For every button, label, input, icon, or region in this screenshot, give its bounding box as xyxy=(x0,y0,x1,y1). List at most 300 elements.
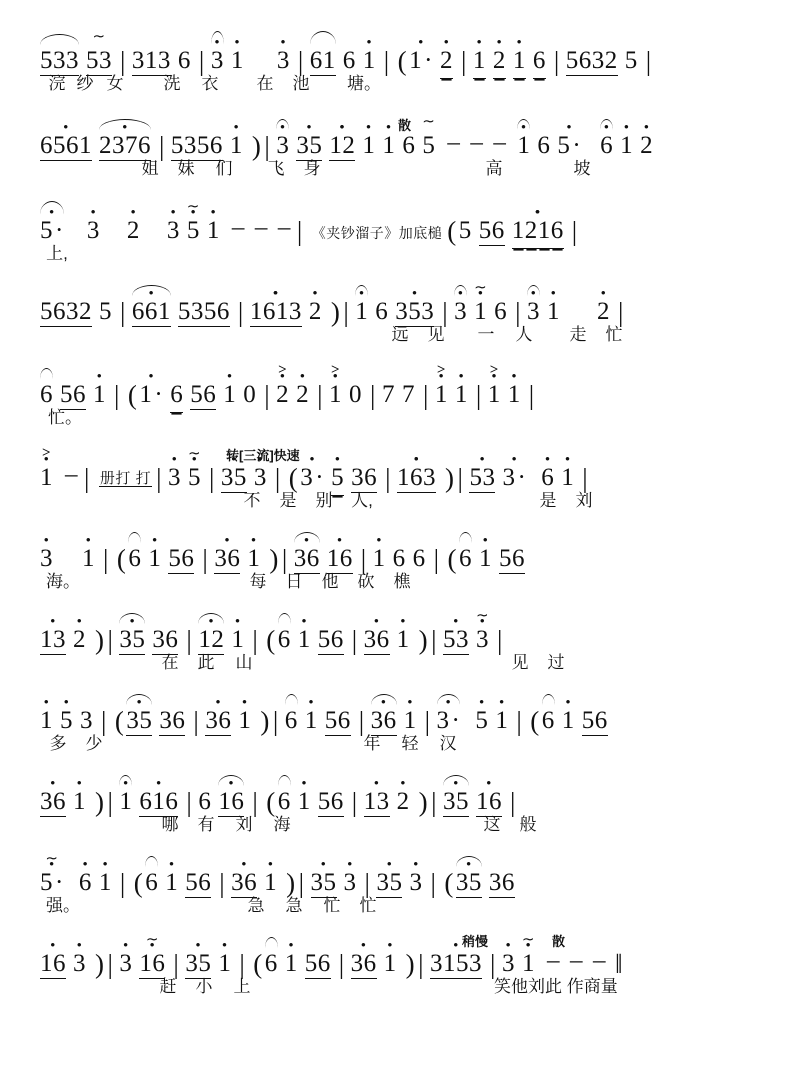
note-group: • 1 xyxy=(373,546,386,571)
note-group: • 35 xyxy=(376,870,402,895)
note-group: • 36 xyxy=(371,708,397,733)
note-group: 6 xyxy=(392,545,406,572)
lyrics-row xyxy=(40,160,767,182)
paren-open: ( xyxy=(447,544,458,574)
note-group: • 1 xyxy=(223,382,236,407)
note-group: • 3 xyxy=(527,299,540,324)
ornament-icon: ∼ xyxy=(422,114,436,130)
notes-row xyxy=(40,544,767,574)
system-12 xyxy=(0,932,789,1000)
note-group: • 3 xyxy=(73,951,86,976)
lyric: 忙 xyxy=(359,896,377,915)
barline: | xyxy=(264,380,271,410)
barline: | xyxy=(497,625,503,655)
lyric: 是 xyxy=(279,491,297,510)
note-group: 7 xyxy=(401,381,415,408)
lyric: 海。 xyxy=(46,572,80,591)
barline: | xyxy=(510,787,516,817)
lyrics-row xyxy=(40,573,767,595)
duration-dash: – xyxy=(569,947,583,974)
barline: | xyxy=(103,544,109,574)
note-group: 7 xyxy=(381,381,395,408)
lyric: 砍 xyxy=(357,572,375,591)
note-group: 56 xyxy=(168,545,195,572)
barline: | xyxy=(252,787,259,817)
barline: | xyxy=(431,787,438,817)
barline: | xyxy=(198,46,205,76)
note-group: • 1 xyxy=(207,218,220,243)
lyric: 妹 xyxy=(177,159,195,178)
note-group: 5356 xyxy=(177,298,230,325)
note-group: 56 xyxy=(60,381,86,408)
ornament-icon: • ∼ xyxy=(186,199,200,215)
note-group: • > 1 xyxy=(488,382,501,407)
lyrics-row xyxy=(40,492,767,514)
barline: | xyxy=(173,949,180,979)
note-group: • 16 xyxy=(40,951,66,976)
lyric: 多 xyxy=(49,734,67,753)
barline: | xyxy=(186,787,193,817)
paren-open: ( xyxy=(288,463,299,493)
annotation-san: 散 xyxy=(552,934,566,949)
lyric: 远 xyxy=(391,325,409,344)
system-1 xyxy=(0,29,789,97)
notes-row xyxy=(40,199,767,246)
note-group: 5 xyxy=(458,217,472,244)
lyric: 们 xyxy=(215,159,233,178)
lyric: 赶 xyxy=(159,977,177,996)
note-group: 6 xyxy=(412,545,426,572)
duration-dash: – xyxy=(546,947,560,974)
duration-dash: – xyxy=(470,129,484,156)
barline: | xyxy=(528,380,535,410)
lyric: 急 xyxy=(285,896,303,915)
note-group: • 1 xyxy=(517,133,530,158)
paren-open: ( xyxy=(447,216,457,246)
barline: | xyxy=(383,46,390,76)
note-group: • 5 xyxy=(475,708,488,733)
lyric: 轻 xyxy=(401,734,419,753)
paren-close: ) xyxy=(95,625,105,655)
duration-dash: – xyxy=(254,214,268,241)
note-group: 6 xyxy=(537,132,551,159)
note-group: • 2 xyxy=(309,299,322,324)
note-group: • 1 xyxy=(305,708,318,733)
paren-close: ) xyxy=(260,706,270,736)
barline: | xyxy=(186,625,193,655)
note-group: • 5· xyxy=(557,133,581,158)
note-group: • 3 xyxy=(211,48,224,73)
ornament-icon: • ∼ xyxy=(187,446,202,462)
barline: | xyxy=(516,706,523,736)
barline: | xyxy=(490,949,496,979)
note-group: • 2 xyxy=(493,48,506,73)
lyric: 刘 xyxy=(575,491,593,510)
barline: | xyxy=(553,46,560,76)
annotation-ce-da-da: 册打 打 xyxy=(99,470,152,487)
notes-row xyxy=(40,787,767,817)
lyric: 海 xyxy=(273,815,291,834)
barline: | xyxy=(343,297,350,327)
note-group: 6 xyxy=(128,546,141,571)
note-group: • 3153 xyxy=(430,951,482,976)
ornament-icon: • ∼ xyxy=(145,932,159,948)
note-group: 56 xyxy=(324,707,351,734)
paren-open: ( xyxy=(253,949,263,979)
note-group: 56 xyxy=(190,381,217,408)
barline: | xyxy=(298,868,305,898)
note-group: • 16 xyxy=(327,546,353,571)
barline: | xyxy=(120,297,126,327)
note-group: • 1 xyxy=(508,382,521,407)
note-group: • 3 xyxy=(40,546,53,571)
barline: | xyxy=(119,868,126,898)
note-group: • 1 xyxy=(238,708,251,733)
lyric: 别 xyxy=(315,491,333,510)
note-group: 6 xyxy=(278,627,291,652)
note-group: • 3· xyxy=(437,708,461,733)
note-group: • 53 xyxy=(469,465,495,490)
system-7 xyxy=(0,544,789,595)
note-group: • 1 xyxy=(230,133,243,158)
note-group: • ∼ 5 xyxy=(187,218,200,243)
barline: | xyxy=(475,380,482,410)
note-group: 313 xyxy=(131,47,171,74)
note-group: • 3 xyxy=(168,465,181,490)
lyric: 见 xyxy=(511,653,529,672)
barline: | xyxy=(239,949,246,979)
note-group: • 3 xyxy=(277,48,290,73)
duration-dash: – xyxy=(65,461,78,488)
accent-icon: • > xyxy=(331,362,341,378)
lyric: 哪 xyxy=(161,815,179,834)
note-group: • 1 xyxy=(82,546,95,571)
note-group: • 16 xyxy=(218,789,244,814)
note-group: • > 1 xyxy=(329,382,342,407)
note-group: • > 1 xyxy=(435,382,448,407)
note-group: • 6 xyxy=(79,870,92,895)
barline: | xyxy=(618,297,624,327)
note-group: • 35 xyxy=(443,789,469,814)
lyric: 小 xyxy=(195,977,213,996)
lyric: 强。 xyxy=(46,896,80,915)
note-group: • 1 xyxy=(620,133,633,158)
note-group: 36 xyxy=(159,707,186,734)
note-group: • 2 xyxy=(127,218,140,243)
note-group: • 3 xyxy=(87,218,100,243)
lyric: 衣 xyxy=(201,74,219,93)
note-group: 6 xyxy=(177,47,191,74)
note-group: • 1 xyxy=(363,48,376,73)
note-group: • 1 xyxy=(148,546,161,571)
lyrics-row xyxy=(40,735,767,757)
lyric: 人 xyxy=(515,325,533,344)
note-group: • 53 xyxy=(443,627,469,652)
note-group: • 1· xyxy=(409,48,433,73)
system-4 xyxy=(0,280,789,348)
note-group: • 1· xyxy=(139,382,163,407)
note-group: • 35 xyxy=(311,870,337,895)
note-group: 56 xyxy=(317,626,344,653)
note-group: • 3 xyxy=(409,870,422,895)
barline: | xyxy=(252,625,259,655)
barline: | xyxy=(338,949,345,979)
barline: | xyxy=(107,949,114,979)
lyrics-row xyxy=(40,409,767,431)
lyric: 此 xyxy=(197,653,215,672)
note-group: ∼ 53 xyxy=(86,29,112,74)
lyric: 上, xyxy=(46,244,68,263)
note-group: • 2 xyxy=(440,48,453,73)
note-group: • 36 xyxy=(294,546,320,571)
barline: | xyxy=(431,625,438,655)
duration-dash: – xyxy=(277,214,291,241)
barline: | xyxy=(317,380,324,410)
note-group: • 12 xyxy=(198,627,224,652)
note-group: • 35 xyxy=(221,465,247,490)
paren-open: ( xyxy=(133,868,144,898)
note-group: • ∼ 1 xyxy=(522,951,535,976)
note-group: • ∼ 5· xyxy=(40,870,64,895)
note-group: • 1 xyxy=(165,870,178,895)
note-group: 6• 16 xyxy=(139,789,178,814)
note-group: ∼ 5 xyxy=(422,114,436,159)
note-group: • 1 xyxy=(473,48,486,73)
paren-open: ( xyxy=(397,46,408,76)
lyric: 他 xyxy=(321,572,339,591)
note-group: 56 xyxy=(304,950,331,977)
ornament-icon: • ∼ xyxy=(474,280,488,296)
annotation-zhuan-sanliu: 转[三流]快速 xyxy=(226,448,300,463)
system-5 xyxy=(0,362,789,431)
note-group: • 16• 3 xyxy=(397,465,436,490)
lyric: 忙 xyxy=(323,896,341,915)
lyric: 樵 xyxy=(393,572,411,591)
note-group: 6 xyxy=(494,298,508,325)
barline: | xyxy=(433,544,440,574)
note-group: • ∼ 1 xyxy=(474,299,487,324)
barline: | xyxy=(107,625,114,655)
note-group: • 1 xyxy=(495,708,508,733)
barline: | xyxy=(219,868,226,898)
note-group: 6 xyxy=(265,951,278,976)
note-group: • 1 xyxy=(562,708,575,733)
note-group: • 35 xyxy=(456,870,482,895)
lyric: 洗 xyxy=(163,74,181,93)
barline: | xyxy=(272,706,279,736)
note-group: 6 xyxy=(170,382,183,407)
accent-icon: • > xyxy=(278,362,288,378)
accent-icon: • > xyxy=(41,445,52,461)
lyric: 一 xyxy=(477,325,495,344)
note-group: • 6 xyxy=(541,465,554,490)
barline: | xyxy=(430,868,437,898)
paren-close: ) xyxy=(251,131,262,161)
lyric: 山 xyxy=(235,653,253,672)
lyric: 坡 xyxy=(573,159,591,178)
barline: | xyxy=(351,787,358,817)
lyric: 人, xyxy=(351,491,373,510)
barline: | xyxy=(422,380,429,410)
note-group: • 1 xyxy=(561,465,574,490)
lyric: 刘 xyxy=(235,815,253,834)
note-group: • 35 xyxy=(126,708,152,733)
lyrics-row xyxy=(40,816,767,838)
barline: | xyxy=(237,297,244,327)
note-group: • 2 xyxy=(597,299,610,324)
note-group: • 1 xyxy=(264,870,277,895)
annotation-san: 散 xyxy=(398,118,412,133)
note-group: 533 xyxy=(40,48,79,73)
barline: | xyxy=(202,544,209,574)
barline: | xyxy=(84,463,90,493)
note-group: 56 xyxy=(185,869,212,896)
annotation-shaoman: 稍慢 xyxy=(462,934,489,949)
notes-row xyxy=(40,29,767,76)
barline: | xyxy=(460,46,467,76)
lyric: 见 xyxy=(427,325,445,344)
duration-dash: – xyxy=(231,214,245,241)
duration-dash: – xyxy=(447,129,461,156)
note-group: 5632 xyxy=(40,298,92,325)
barline: | xyxy=(418,949,425,979)
paren-close: ) xyxy=(418,625,429,655)
lyric: 塘。 xyxy=(347,74,381,93)
note-group: • 3 xyxy=(344,870,357,895)
paren-close: ) xyxy=(269,544,279,574)
lyric: 纱 xyxy=(76,74,94,93)
barline: | xyxy=(208,463,215,493)
note-group: • 2 xyxy=(73,627,86,652)
lyric: 不 xyxy=(243,491,261,510)
note-group: • 5 xyxy=(60,708,73,733)
barline: | xyxy=(424,706,431,736)
accent-icon: • > xyxy=(436,362,446,378)
note-group: • 35 xyxy=(185,951,211,976)
lyric: 笑他刘此 作商量 xyxy=(494,977,618,996)
lyric: 每 xyxy=(249,572,267,591)
system-11 xyxy=(0,851,789,919)
lyric: 年 xyxy=(363,734,381,753)
annotation-jiachao: 《夹钞溜子》加底槌 xyxy=(311,225,443,241)
note-group: 56 xyxy=(581,707,608,734)
notes-row xyxy=(40,706,767,736)
system-8 xyxy=(0,608,789,676)
lyric: 汉 xyxy=(439,734,457,753)
lyric: 有 xyxy=(197,815,215,834)
paren-open: ( xyxy=(444,868,454,898)
note-group: • 1 xyxy=(404,708,417,733)
note-group: • 1 xyxy=(93,382,106,407)
paren-close: ) xyxy=(330,297,341,327)
note-group: • 1 xyxy=(73,789,86,814)
system-9 xyxy=(0,706,789,757)
paren-close: ) xyxy=(286,868,296,898)
note-group: 6 xyxy=(542,708,555,733)
note-group: • 16 xyxy=(476,789,502,814)
lyrics-row xyxy=(40,75,767,97)
note-group: 61 xyxy=(310,48,336,73)
barline: | xyxy=(645,46,652,76)
lyrics-row xyxy=(40,245,767,267)
note-group: • 1 xyxy=(479,546,492,571)
note-group: • 13 xyxy=(40,627,66,652)
paren-open: ( xyxy=(127,380,138,410)
note-group: • 36 xyxy=(40,789,66,814)
barline: | xyxy=(385,463,392,493)
note-group: • 5 xyxy=(331,465,344,490)
paren-open: ( xyxy=(116,544,127,574)
lyric: 这 xyxy=(483,815,501,834)
note-group: • 3 xyxy=(119,951,132,976)
note-group: • 3· xyxy=(502,465,526,490)
system-6 xyxy=(0,445,789,514)
lyric: 急 xyxy=(247,896,265,915)
note-group: 6 xyxy=(145,870,158,895)
lyrics-row xyxy=(40,326,767,348)
note-group: • 3 xyxy=(276,133,289,158)
barline: | xyxy=(114,380,120,410)
ornament-icon: • ∼ xyxy=(521,932,535,948)
lyric: 上 xyxy=(233,977,251,996)
system-2 xyxy=(0,114,789,182)
lyric: 身 xyxy=(303,159,321,178)
note-group: • 3· xyxy=(300,465,324,490)
duration-dash: – xyxy=(592,947,606,974)
barline: | xyxy=(457,463,464,493)
lyric: 飞 xyxy=(267,159,285,178)
note-group: 36 xyxy=(351,464,378,491)
note-group: 5 xyxy=(99,298,112,325)
duration-dash: – xyxy=(493,129,507,156)
paren-close: ) xyxy=(405,949,416,979)
note-group: • 1 xyxy=(119,789,132,814)
note-group: 6 xyxy=(459,546,472,571)
paren-open: ( xyxy=(530,706,540,736)
paren-close: ) xyxy=(418,787,429,817)
note-group: • ∼ 16 xyxy=(139,951,165,976)
note-group: 36 xyxy=(488,869,515,896)
lyric: 姐 xyxy=(141,159,159,178)
ornament-icon: ∼ xyxy=(92,29,106,45)
ornament-icon: • ∼ xyxy=(475,608,490,624)
notes-row xyxy=(40,114,767,161)
lyrics-row xyxy=(40,978,767,1000)
note-group: • 1 xyxy=(547,299,560,324)
note-group: • 5· xyxy=(40,218,64,243)
note-group: • 3 xyxy=(502,951,515,976)
note-group: • 1• 2 xyxy=(329,133,355,158)
note-group: 5 xyxy=(624,47,638,74)
note-group: • 36 xyxy=(351,951,377,976)
note-group: • 2376 xyxy=(99,133,151,158)
lyrics-row xyxy=(40,897,767,919)
note-group: 0 xyxy=(349,381,363,408)
note-group: • 3 xyxy=(254,465,267,490)
note-group: • 1 xyxy=(99,870,112,895)
barline: | xyxy=(159,131,165,161)
note-group: • 13 xyxy=(364,789,390,814)
barline: | xyxy=(582,463,589,493)
note-group: 6 xyxy=(533,48,546,73)
barline: | xyxy=(156,463,162,493)
note-group: • 35 xyxy=(296,133,322,158)
lyric: 池 xyxy=(292,74,310,93)
note-group: • 353 xyxy=(395,299,434,324)
barline: | xyxy=(193,706,200,736)
note-group: • 1 xyxy=(397,627,410,652)
barline: | xyxy=(107,787,114,817)
